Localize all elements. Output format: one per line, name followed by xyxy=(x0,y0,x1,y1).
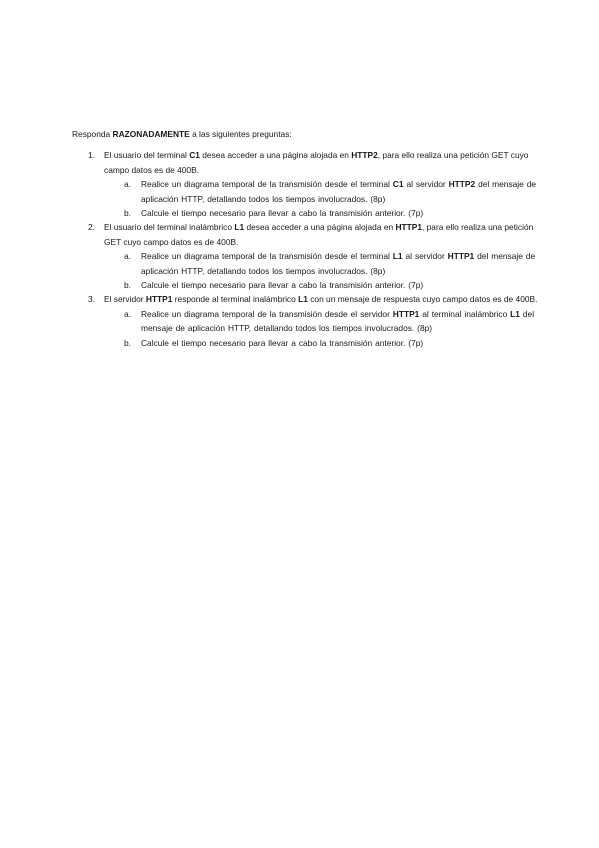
subquestion-text xyxy=(141,179,536,203)
instructions-text-end: a las siguientes preguntas: xyxy=(189,129,292,139)
question-text-segment: El usuario del terminal inalámbrico xyxy=(104,222,235,233)
question-text xyxy=(104,294,537,304)
subquestion-keyword: L1 xyxy=(510,308,520,319)
subquestion-keyword: HTTP1 xyxy=(447,251,475,262)
subquestion-item xyxy=(104,278,542,292)
subquestion-letter: a. xyxy=(124,179,131,190)
subquestion-list xyxy=(104,249,542,292)
subquestion-text-segment: Realice un diagrama temporal de la transmisión desde el terminal xyxy=(141,251,393,262)
subquestion-text-segment: del mensaje de aplicación HTTP, detallando todos los tiempos involucrados. (8p) xyxy=(141,179,537,204)
question-text-segment: , para ello realiza una petición GET cuyo campo datos es de 400B. xyxy=(104,150,529,175)
subquestion-letter: a. xyxy=(124,251,131,262)
subquestion-text xyxy=(141,280,423,290)
subquestion-letter: b. xyxy=(124,208,131,219)
question-text-segment: desea acceder a una página alojada en xyxy=(199,150,352,161)
subquestion-text-segment: del mensaje de aplicación HTTP, detallando todos los tiempos involucrados. (8p) xyxy=(141,308,535,334)
subquestion-keyword: HTTP2 xyxy=(448,179,476,190)
question-text xyxy=(104,150,528,174)
instructions xyxy=(72,127,542,141)
subquestion-item xyxy=(104,206,542,220)
subquestion-keyword: L1 xyxy=(392,251,403,262)
question-text-segment: , para ello realiza una petición GET cuyo campo datos es de 400B. xyxy=(104,222,534,247)
subquestion-list xyxy=(104,177,542,220)
subquestion-item xyxy=(104,307,542,336)
question-item xyxy=(72,148,542,220)
question-text-segment: con un mensaje de respuesta cuyo campo datos es de 400B. xyxy=(307,294,538,305)
question-keyword: HTTP2 xyxy=(351,150,378,161)
subquestion-text-segment: Calcule el tiempo necesario para llevar a cabo la transmisión anterior. (7p) xyxy=(141,280,424,291)
question-text-segment: El usuario del terminal xyxy=(104,150,190,161)
question-list xyxy=(72,148,542,350)
question-text-segment: El servidor xyxy=(104,294,146,305)
subquestion-text-segment: del mensaje de aplicación HTTP, detallando todos los tiempos involucrados. (8p) xyxy=(141,251,536,276)
subquestion-text xyxy=(141,251,535,275)
question-keyword: HTTP1 xyxy=(145,294,173,305)
question-keyword: C1 xyxy=(189,150,200,161)
subquestion-text xyxy=(141,338,423,348)
instructions-emphasis: RAZONADAMENTE xyxy=(112,129,190,139)
question-number: 3. xyxy=(88,294,95,305)
question-number: 2. xyxy=(88,222,95,233)
subquestion-item xyxy=(104,249,542,278)
subquestion-item xyxy=(104,336,542,350)
subquestion-text-segment: Calcule el tiempo necesario para llevar a cabo la transmisión anterior. (7p) xyxy=(141,337,424,348)
question-keyword: HTTP1 xyxy=(395,222,422,233)
subquestion-text-segment: al servidor xyxy=(402,251,448,262)
question-text-segment: desea acceder a una página alojada en xyxy=(244,222,396,233)
subquestion-letter: b. xyxy=(124,280,131,291)
subquestion-text-segment: Realice un diagrama temporal de la transmisión desde el terminal xyxy=(141,179,393,190)
subquestion-letter: b. xyxy=(124,337,131,348)
question-text xyxy=(104,222,533,246)
question-item xyxy=(72,292,542,350)
instructions-text: Responda xyxy=(72,129,113,139)
subquestion-list xyxy=(104,307,542,350)
subquestion-text xyxy=(141,309,534,333)
page-content xyxy=(72,127,542,350)
question-text-segment: responde al terminal inalámbrico xyxy=(172,294,299,305)
subquestion-text-segment: Calcule el tiempo necesario para llevar a cabo la transmisión anterior. (7p) xyxy=(141,208,424,219)
subquestion-letter: a. xyxy=(124,308,131,319)
subquestion-keyword: C1 xyxy=(392,179,404,190)
question-item xyxy=(72,220,542,292)
subquestion-text-segment: al servidor xyxy=(403,179,449,190)
question-number: 1. xyxy=(88,150,95,161)
subquestion-text-segment: al terminal inalámbrico xyxy=(419,308,511,319)
subquestion-text xyxy=(141,208,423,218)
subquestion-keyword: HTTP1 xyxy=(392,308,420,319)
question-keyword: L1 xyxy=(234,222,245,233)
subquestion-item xyxy=(104,177,542,206)
question-keyword: L1 xyxy=(298,294,308,305)
subquestion-text-segment: Realice un diagrama temporal de la transmisión desde el servidor xyxy=(141,308,393,319)
